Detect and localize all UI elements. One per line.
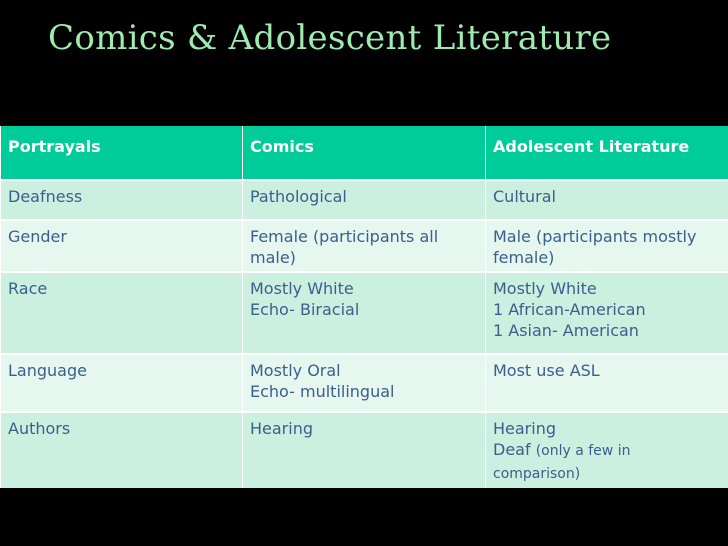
cell-text: Mostly White (493, 279, 597, 298)
cell-comics (243, 272, 486, 354)
header-row (1, 126, 728, 180)
cell-portrayal: Deafness (1, 180, 243, 220)
cell-text (493, 439, 721, 485)
cell-text: Echo- multilingual (250, 382, 395, 401)
cell-adolescent (486, 354, 728, 412)
table-row (1, 220, 728, 272)
cell-text: Echo- Biracial (250, 300, 360, 319)
cell-text: 1 Asian- American (493, 321, 639, 340)
cell-adolescent (486, 272, 728, 354)
cell-text: Male (participants mostly female) (493, 227, 697, 267)
cell-text: Hearing (250, 419, 313, 438)
cell-adolescent (486, 412, 728, 488)
cell-text: Hearing (493, 419, 556, 438)
cell-text: Mostly Oral (250, 361, 341, 380)
table-row (1, 412, 728, 488)
cell-text: Female (participants all male) (250, 227, 439, 267)
cell-adolescent (486, 220, 728, 272)
cell-text: 1 African-American (493, 300, 646, 319)
header-adolescent-literature: Adolescent Literature (486, 126, 728, 180)
header-comics: Comics (243, 126, 486, 180)
cell-comics (243, 180, 486, 220)
header-portrayals: Portrayals (1, 126, 243, 180)
cell-portrayal: Language (1, 354, 243, 412)
slide-title: Comics & Adolescent Literature (48, 18, 612, 58)
table-row (1, 180, 728, 220)
cell-comics (243, 220, 486, 272)
cell-adolescent (486, 180, 728, 220)
cell-portrayal: Gender (1, 220, 243, 272)
cell-portrayal: Authors (1, 412, 243, 488)
cell-comics (243, 354, 486, 412)
cell-portrayal: Race (1, 272, 243, 354)
deaf-label: Deaf (493, 440, 531, 459)
table-row (1, 272, 728, 354)
cell-text: Mostly White (250, 279, 354, 298)
cell-text: Cultural (493, 187, 556, 206)
cell-comics (243, 412, 486, 488)
cell-text: Most use ASL (493, 361, 600, 380)
cell-text: Pathological (250, 187, 347, 206)
comparison-table (0, 126, 728, 488)
table-row (1, 354, 728, 412)
deaf-note: (only a few in comparison) (493, 443, 631, 482)
